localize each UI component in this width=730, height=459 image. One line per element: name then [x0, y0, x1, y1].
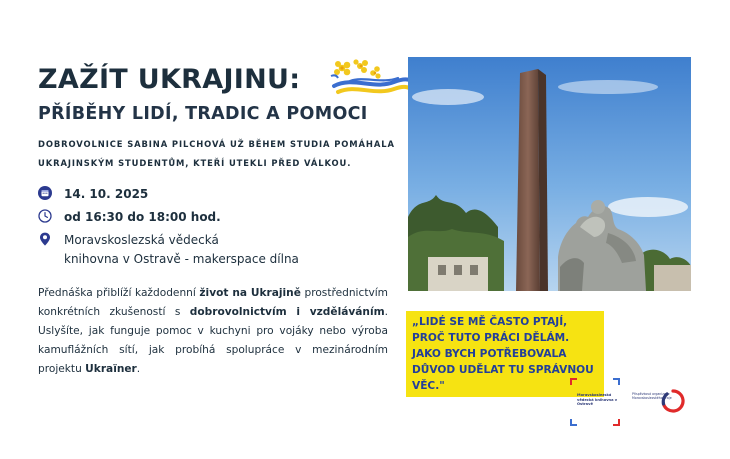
event-date-row [38, 185, 148, 204]
description-part: Přednáška přiblíží každodenní [38, 287, 200, 299]
event-time-row [38, 208, 221, 227]
monument-photo [408, 57, 691, 291]
library-logo [570, 378, 620, 426]
description-part: prostřednictvím konkrétních zkušeností s [38, 287, 389, 318]
intro-text: DOBROVOLNICE SABINA PILCHOVÁ UŽ BĚHEM STUDIA POMÁHALA UKRAJINSKÝM STUDENTŮM, KTEŘÍ UTEKLI PŘED VÁLKOU. [38, 139, 395, 168]
description-part: . [136, 363, 141, 375]
location-pin-icon [38, 232, 52, 246]
event-place-line1: Moravskoslezská vědecká [64, 233, 219, 247]
region-circle-icon [661, 389, 685, 413]
description-highlight: Ukraïner [85, 363, 137, 375]
description-part: . Uslyšíte, jak funguje pomoc v kuchyni pro vojáky nebo výroba kamuflážních sítí, jak probíhá spolupráce v mezinárodním projektu [38, 306, 388, 375]
event-place-row [38, 231, 299, 269]
page-title: ZAŽÍT UKRAJINU: [38, 64, 301, 95]
description-highlight: život na Ukrajině [199, 287, 301, 299]
event-date: 14. 10. 2025 [64, 187, 149, 201]
region-logo [628, 388, 686, 414]
region-logo-text: Přispěvková organizace Moravskoslezského kraje [632, 392, 672, 400]
event-place-line2: knihovna v Ostravě - makerspace dílna [64, 252, 299, 266]
library-logo-text: Moravskoslezská vědecká knihovna v Ostravě [577, 393, 618, 407]
calendar-icon [38, 186, 52, 200]
quote-text: „LIDÉ SE MĚ ČASTO PTAJÍ, PROČ TUTO PRÁCI DĚLÁM. JAKO BYCH POTŘEBOVALA DŮVOD UDĚLAT TU SPRÁVNOU VĚC." [412, 316, 594, 392]
ukraine-flowers-icon [328, 56, 420, 106]
clock-icon [38, 209, 52, 223]
description-highlight: dobrovolnictvím i vzděláváním [189, 306, 385, 318]
page-subtitle: PŘÍBĚHY LIDÍ, TRADIC A POMOCI [38, 104, 368, 124]
description-text [38, 284, 388, 379]
event-time: od 16:30 do 18:00 hod. [64, 210, 221, 224]
